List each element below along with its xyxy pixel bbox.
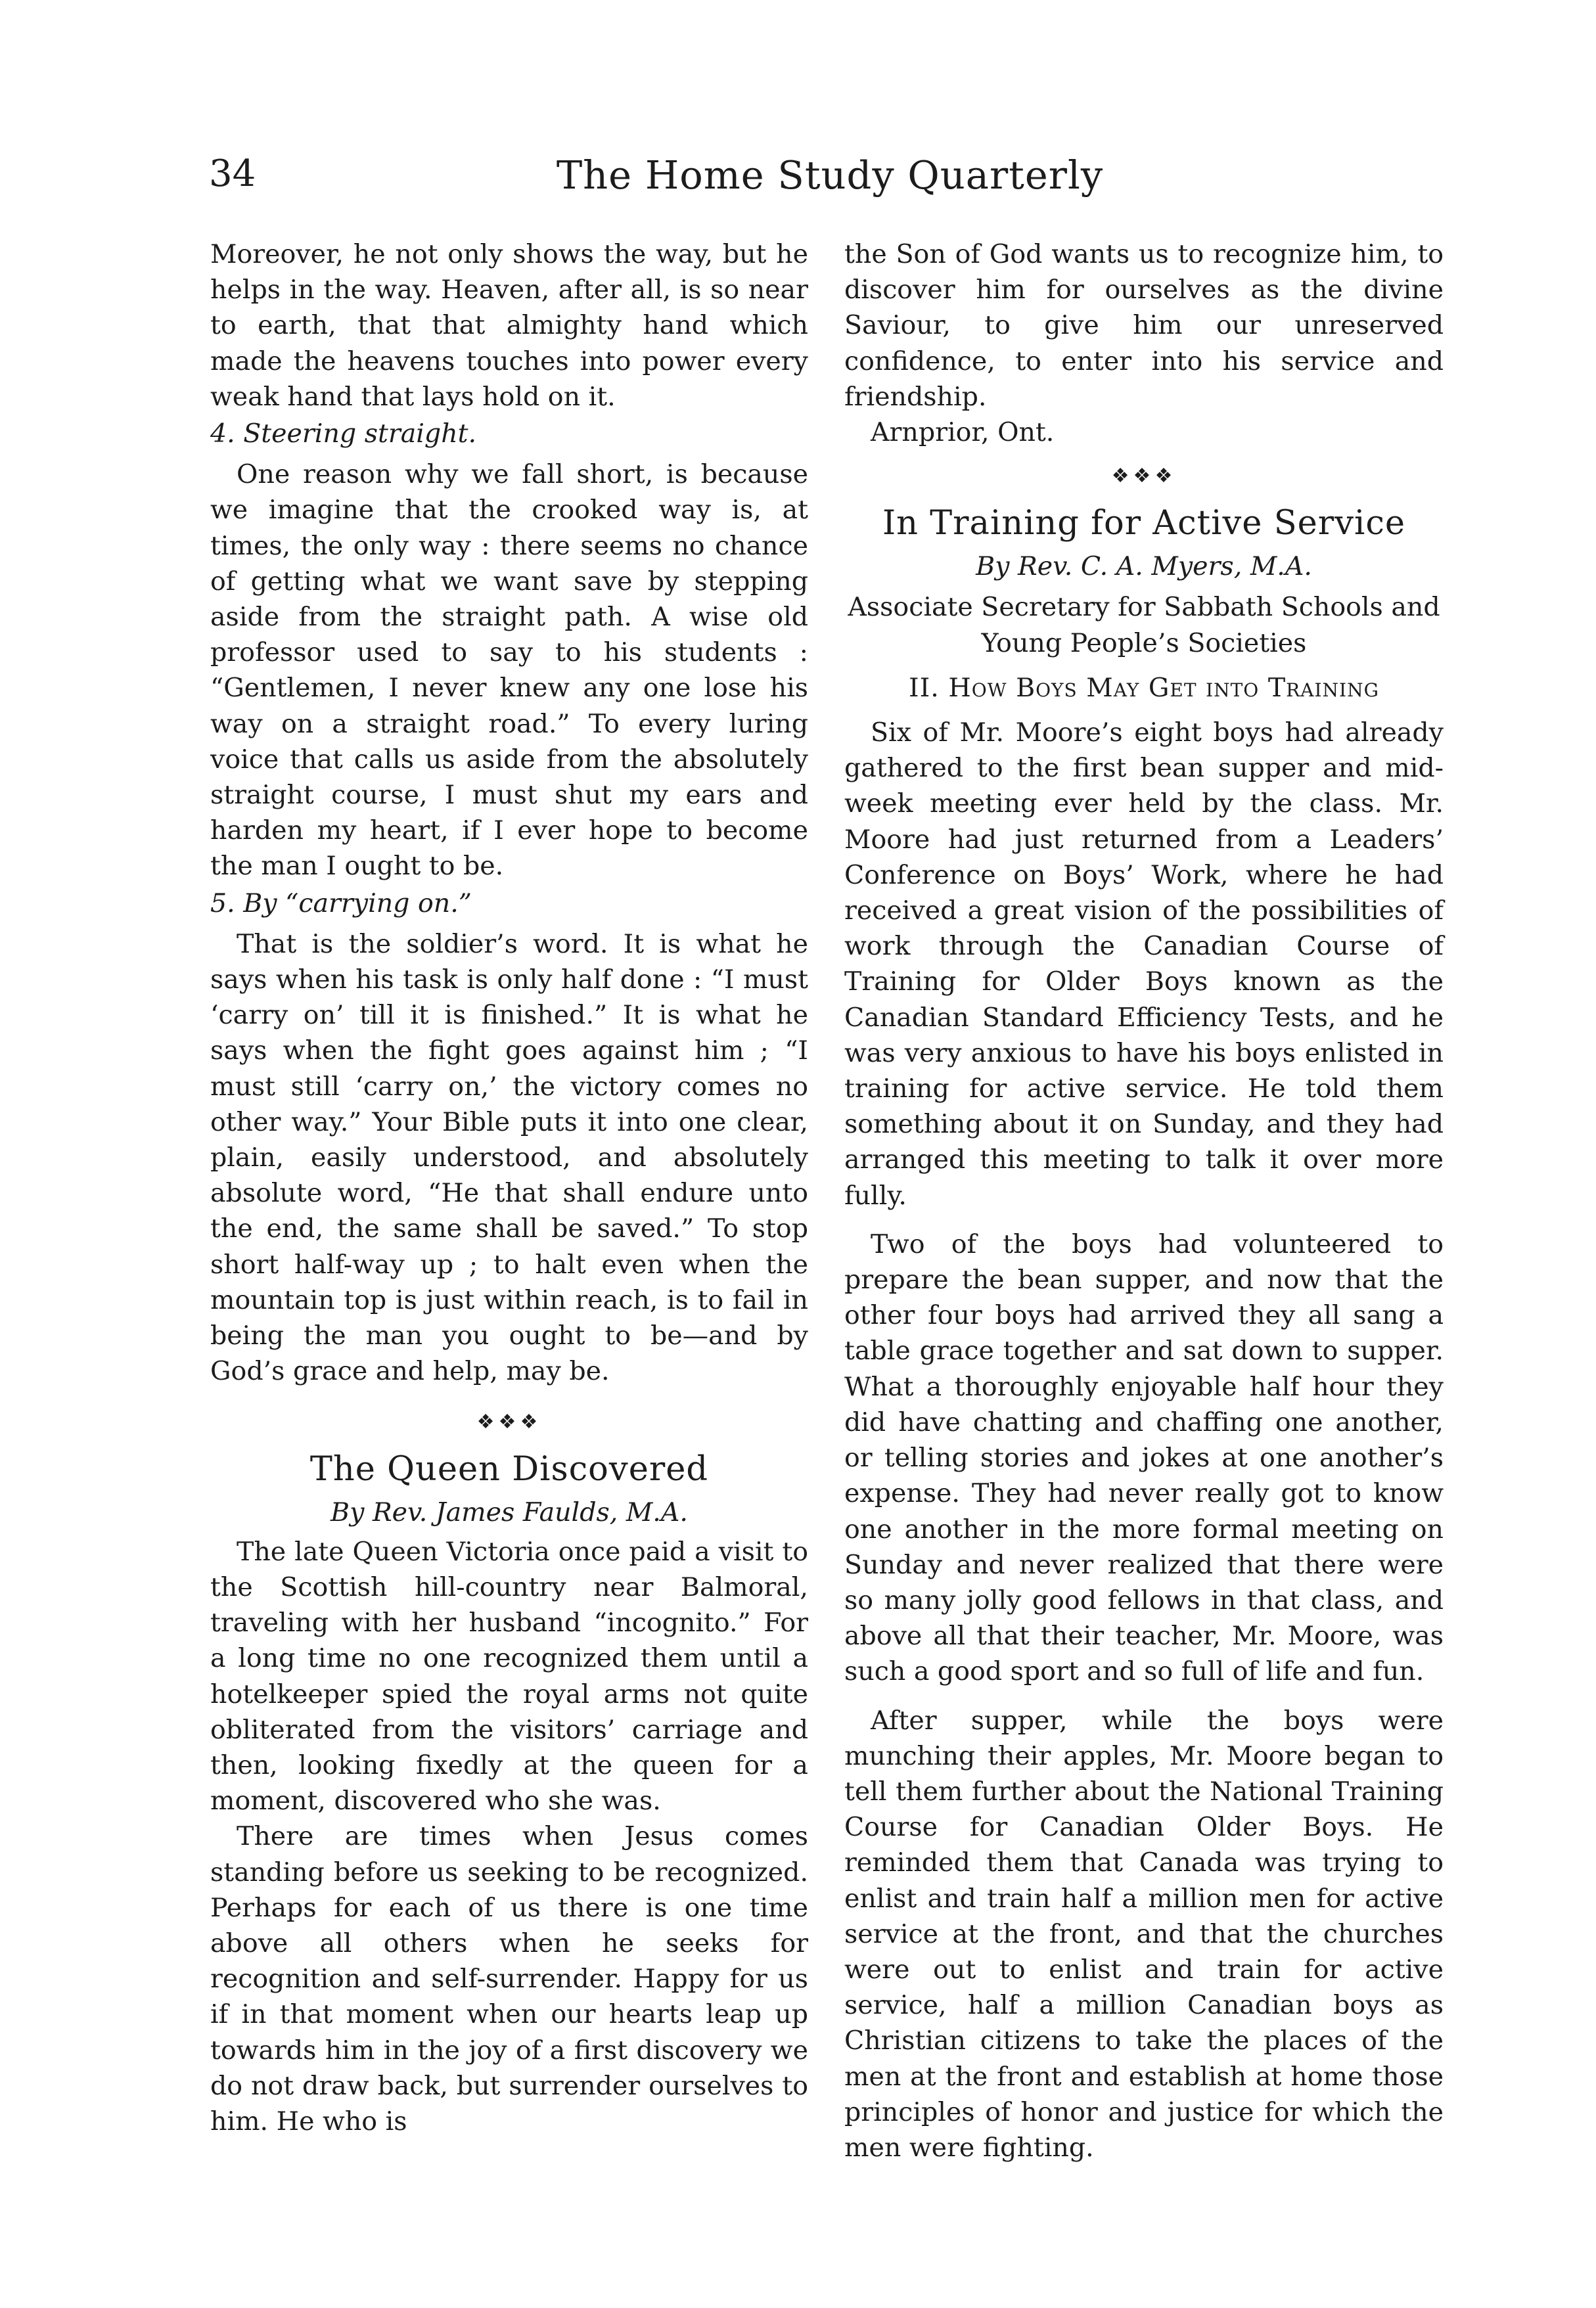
part-heading: II. How Boys May Get into Training [909, 672, 1379, 703]
ornament-separator: ❖❖❖ [1111, 464, 1177, 488]
right-column [844, 237, 1444, 2165]
paragraph: After supper, while the boys were munching their apples, Mr. Moore began to tell them further about the National Training Course for Canadian Older Boys. He reminded them that Canada was trying to enlist and train half a million men for active service at the front, and that the churches were out to enlist and train for active service, half a million Canadian boys as Christian citizens to take the places of the men at the front and establish at home those principles of honor and justice for which the men were fighting. [844, 1705, 1444, 2163]
paragraph: the Son of God wants us to recognize him, to discover him for ourselves as the divine Saviour, to give him our unreserved confidence, to enter into his service and friendship. [844, 239, 1444, 412]
article-title: In Training for Active Service [882, 504, 1406, 543]
article-byline: By Rev. James Faulds, M.A. [331, 1497, 688, 1527]
paragraph: That is the soldier’s word. It is what he says when his task is only half done : “I must ‘carry on’ till it is finished.” It is what he says when the fight goes against him ; “I must still ‘carry on,’ the victory comes no other way.” Your Bible puts it into one clear, plain, easily understood, and absolutely absolute word, “He that shall endure unto the end, the same shall be saved.” To stop short half-way up ; to halt even when the mountain top is just within reach, is to fail in being the man you ought to be—and by God’s grace and help, may be. [210, 928, 808, 1387]
paragraph: Two of the boys had volunteered to prepare the bean supper, and now that the other four boys had arrived they all sang a table grace together and sat down to supper. What a thoroughly enjoyable half hour they did have chatting and chaffing one another, or telling stories and jokes at one another’s expense. They had never really got to know one another in the more formal meeting on Sunday and never realized that there were so many jolly good fellows in that class, and above all that their teacher, Mr. Moore, was such a good sport and so full of life and fun. [844, 1229, 1444, 1687]
article-title: The Queen Discovered [309, 1449, 709, 1489]
paragraph: Moreover, he not only shows the way, but he helps in the way. Heaven, after all, is so near to earth, that that almighty hand which made the heavens touches into power every weak hand that lays hold on it. [210, 239, 808, 412]
page-header [209, 152, 1451, 205]
ornament-separator: ❖❖❖ [476, 1410, 542, 1434]
running-title: The Home Study Quarterly [556, 152, 1104, 198]
place-line: Arnprior, Ont. [871, 417, 1055, 448]
paragraph: There are times when Jesus comes standing before us seeking to be recognized. Perhaps for each of us there is one time above all others when he seeks for recognition and self-surrender. Happy for us if in that moment when our hearts leap up towards him in the joy of a first discovery we do not draw back, but surrender ourselves to him. He who is [210, 1821, 808, 2137]
section-heading: 4. Steering straight. [210, 419, 477, 449]
section-heading: 5. By “carrying on.” [210, 888, 472, 918]
paragraph: Six of Mr. Moore’s eight boys had already gathered to the first bean supper and mid-week meeting ever held by the class. Mr. Moore had just returned from a Leaders’ Conference on Boys’ Work, where he had received a great vision of the possibilities of work through the Canadian Course of Training for Older Boys known as the Canadian Standard Efficiency Tests, and he was very anxious to have his boys enlisted in training for active service. He told them something about it on Sunday, and they had arranged this meeting to talk it over more fully. [844, 717, 1444, 1211]
page-number: 34 [209, 152, 256, 195]
paragraph: The late Queen Victoria once paid a visit to the Scottish hill-country near Balmoral, traveling with her husband “incognito.” For a long time no one recognized them until a hotelkeeper spied the royal arms not quite obliterated from the visitors’ carriage and then, looking fixedly at the queen for a moment, discovered who she was. [210, 1536, 808, 1817]
article-subtitle: Associate Secretary for Sabbath Schools and Young People’s Societies [848, 592, 1440, 658]
left-column [210, 237, 808, 2139]
article-byline: By Rev. C. A. Myers, M.A. [976, 551, 1312, 582]
paragraph: One reason why we fall short, is because we imagine that the crooked way is, at times, the only way : there seems no chance of getting what we want save by stepping aside from the straight path. A wise old professor used to say to his students : “Gentlemen, I never knew any one lose his way on a straight road.” To every luring voice that calls us aside from the absolutely straight course, I must shut my ears and harden my heart, if I ever hope to become the man I ought to be. [210, 459, 808, 882]
